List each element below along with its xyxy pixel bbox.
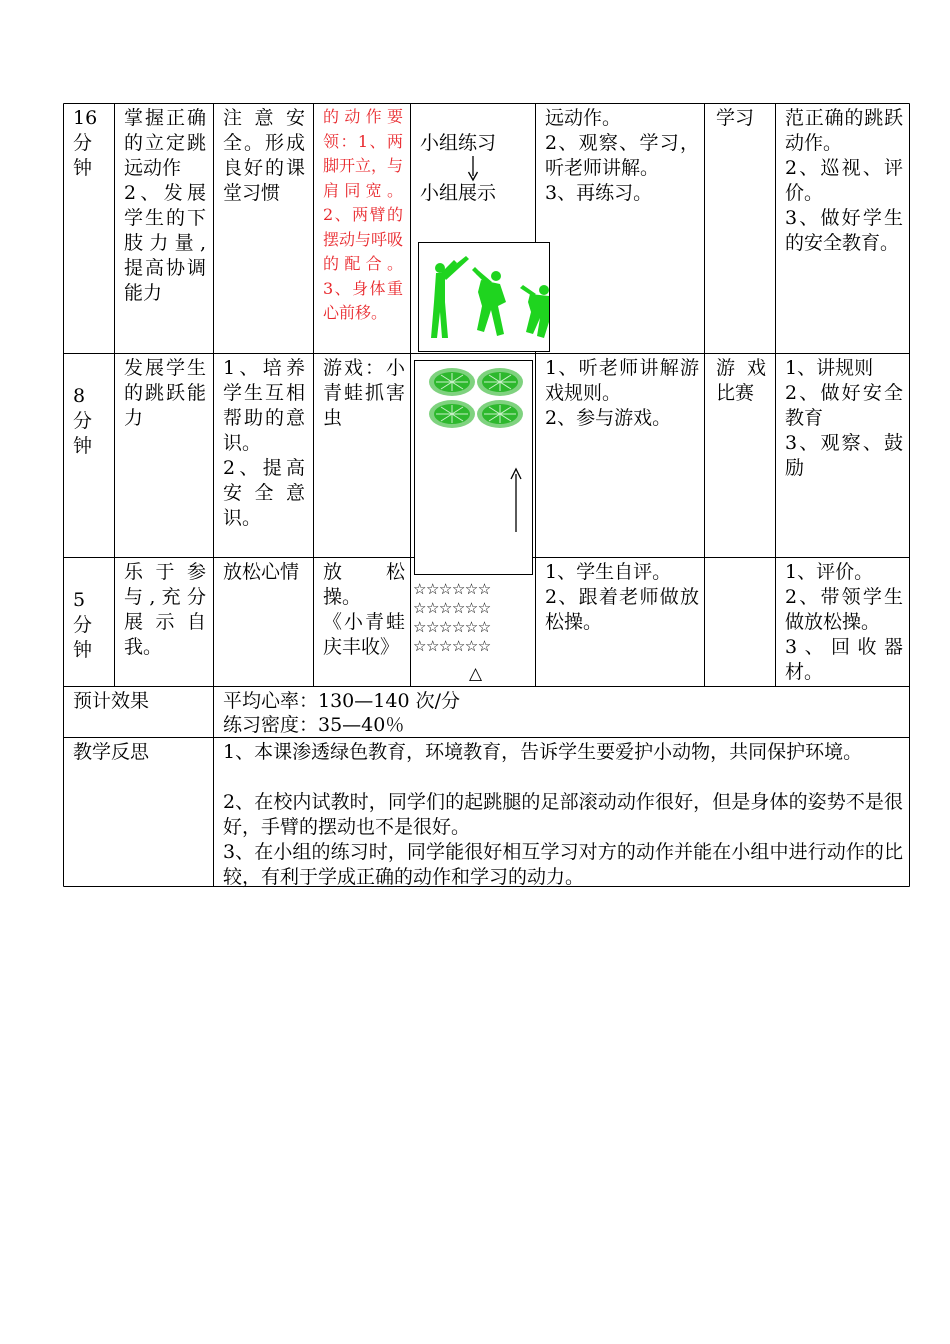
row3-content: 放 松操。 《小青蛙庆丰收》	[323, 561, 405, 658]
star-icon: ☆☆☆☆☆☆	[413, 599, 491, 617]
reflection-label: 教学反思	[73, 741, 150, 763]
row3-student: 1、学生自评。 2、跟着老师做放松操。	[545, 561, 699, 633]
row2-method: 游戏比赛	[716, 357, 766, 404]
row1-goal: 掌握正确的立定跳远动作 2、发展学生的下肢力量,提高协调能力	[124, 107, 206, 304]
game-field-diagram	[414, 360, 534, 576]
row1-method: 学习	[716, 107, 755, 129]
row1-student: 远动作。 2、观察、学习，听老师讲解。 3、再练习。	[545, 107, 699, 204]
reflection-paragraph-3: 3、在小组的练习时，同学能很好相互学习对方的动作并能在小组中进行动作的比较，有利于学成正确的动作和学习的动力。	[223, 841, 903, 888]
row1-org-top: 小组练习	[420, 132, 497, 154]
row3-goal: 乐于参与,充分展示自我。	[124, 561, 206, 658]
row3-purpose: 放松心情	[223, 561, 300, 583]
row2-purpose: 1、培养学生互相帮助的意识。 2、提高安全意识。	[223, 357, 305, 529]
star-icon: ☆☆☆☆☆☆	[413, 618, 491, 636]
effect-density: 练习密度：35—40％	[223, 714, 405, 736]
star-icon: ☆☆☆☆☆☆	[413, 637, 491, 655]
row3-time: 5 分 钟	[73, 589, 93, 661]
effect-label: 预计效果	[73, 690, 150, 712]
row1-teacher: 范正确的跳跃动作。 2、巡视、评价。 3、做好学生的安全教育。	[785, 107, 903, 254]
row1-purpose: 注意安全。形成良好的课堂习惯	[223, 107, 305, 204]
triangle-icon: △	[469, 664, 483, 684]
reflection-paragraph-2: 2、在校内试教时，同学们的起跳腿的足部滚动动作很好，但是身体的姿势不是很好，手臂的摆动也不是很好。	[223, 791, 903, 838]
row1-content: 的动作要领：1、两脚开立，与肩同宽。2、两臂的摆动与呼吸的配合。3、身体重心前移。	[323, 107, 404, 322]
row1-time: 16 分 钟	[73, 107, 98, 179]
row2-content: 游戏：小青蛙抓害虫	[323, 357, 405, 429]
star-icon: ☆☆☆☆☆☆	[413, 580, 491, 598]
row2-time: 8 分 钟	[73, 385, 93, 457]
row3-teacher: 1、评价。 2、带领学生做放松操。 3、回收器材。	[785, 561, 903, 683]
jumping-figure-icon	[418, 242, 551, 352]
down-arrow-icon	[466, 156, 480, 182]
row1-org-bottom: 小组展示	[420, 182, 497, 204]
row2-student: 1、听老师讲解游戏规则。 2、参与游戏。	[545, 357, 699, 429]
effect-heart-rate: 平均心率：130—140 次/分	[223, 690, 460, 712]
row2-goal: 发展学生的跳跃能力	[124, 357, 206, 429]
reflection-paragraph-1: 1、本课渗透绿色教育，环境教育，告诉学生要爱护小动物，共同保护环境。	[223, 741, 863, 763]
row2-teacher: 1、讲规则 2、做好安全教育 3、观察、鼓励	[785, 357, 903, 479]
